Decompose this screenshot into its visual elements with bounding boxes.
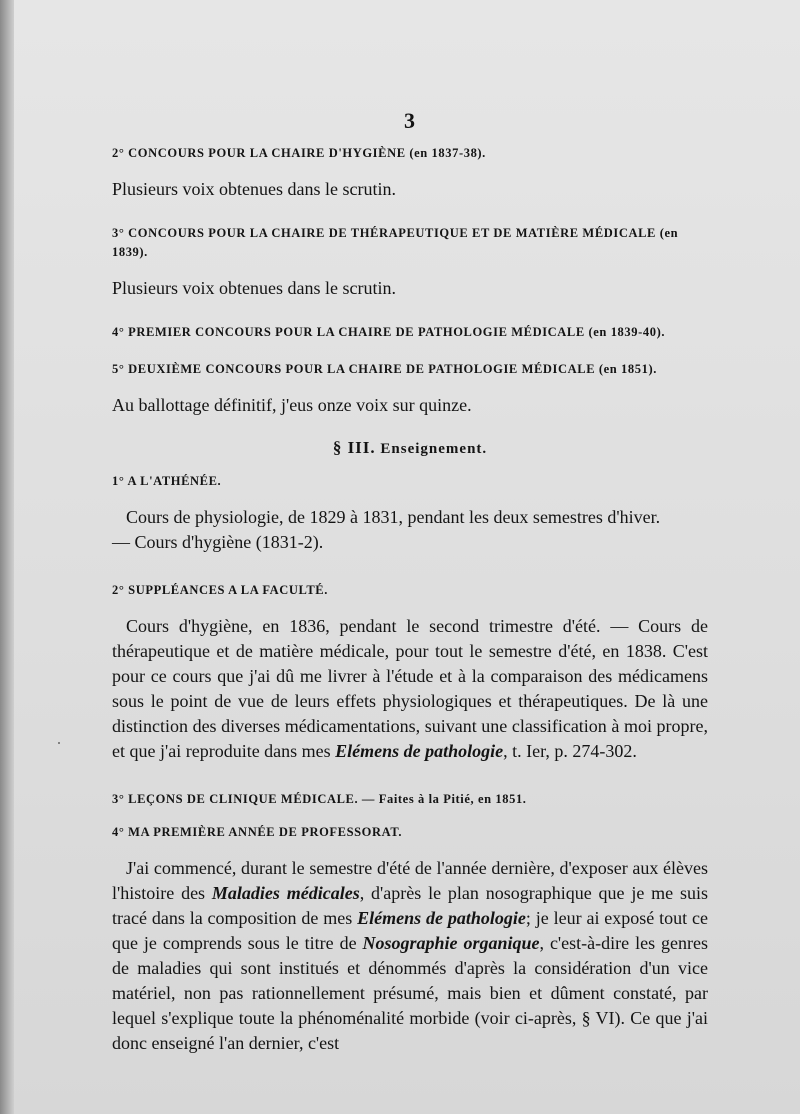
body-text: Cours de physiologie, de 1829 à 1831, pendant les deux semestres d'hiver. xyxy=(126,507,661,527)
subsection-heading-professorat: 4° MA PREMIÈRE ANNÉE DE PROFESSORAT. xyxy=(112,825,403,839)
subsection-heading-athenee: 1° A L'ATHÉNÉE. xyxy=(112,474,222,488)
italic-title: Maladies médicales xyxy=(211,883,360,903)
heading-concours-therapeutique: 3° CONCOURS POUR LA CHAIRE DE THÉRAPEUTIQUE ET DE MATIÈRE MÉDICALE (en 1839). xyxy=(112,226,679,259)
text-run: , t. Ier, p. 274-302. xyxy=(503,741,637,761)
text-run: , d'après le plan nosographique que je me suis tracé dans la composition de mes xyxy=(112,883,708,928)
body-text: Plusieurs voix obtenues dans le scrutin. xyxy=(112,179,396,199)
page-number: 3 xyxy=(404,108,416,133)
italic-title: Elémens de pathologie xyxy=(357,908,526,928)
speck xyxy=(58,742,60,744)
text-run: ; je leur ai exposé tout ce que je comprends sous le titre de xyxy=(112,908,709,953)
heading-premier-concours-pathologie: 4° PREMIER CONCOURS POUR LA CHAIRE DE PATHOLOGIE MÉDICALE (en 1839-40). xyxy=(112,325,666,339)
paragraph-suppleances xyxy=(112,614,708,764)
page-content xyxy=(112,108,708,1056)
binding-gutter xyxy=(0,0,14,1114)
section-symbol: § III. xyxy=(332,438,376,457)
italic-title: Elémens de pathologie xyxy=(335,741,504,761)
heading-concours-hygiene: 2° CONCOURS POUR LA CHAIRE D'HYGIÈNE (en 1837-38). xyxy=(112,146,486,160)
paragraph-professorat xyxy=(112,856,708,1056)
text-run: J'ai commencé, durant le semestre d'été de l'année dernière, d'exposer aux élèves l'histoire des xyxy=(112,858,708,903)
text-run: Cours d'hygiène, en 1836, pendant le second trimestre d'été. — Cours de thérapeutique et de matière médicale, pour tout le semestre d'été, en 1838. C'est pour ce cours que j'ai dû me livrer à l'étude et à la comparaison des médicamens sous le point de vue de leurs effets physiologiques et thérapeutiques. De là une distinction des diverses médicamentations, suivant une classification à moi propre, et que j'ai reproduite dans mes xyxy=(112,616,708,761)
body-text: Au ballottage définitif, j'eus onze voix sur quinze. xyxy=(112,395,472,415)
body-text: — Cours d'hygiène (1831-2). xyxy=(112,532,324,552)
text-run: , c'est-à-dire les genres de maladies qui sont institués et dénommés d'après la considération d'un vice matériel, non pas rationnellement présumé, mais bien et dûment constaté, par lequel s'explique toute la phénoménalité morbide (voir ci-après, § VI). Ce que j'ai donc enseigné l'an dernier, c'est xyxy=(112,933,708,1053)
heading-deuxieme-concours-pathologie: 5° DEUXIÈME CONCOURS POUR LA CHAIRE DE PATHOLOGIE MÉDICALE (en 1851). xyxy=(112,362,657,376)
section-title xyxy=(112,438,708,458)
subsection-heading-lecons: 3° LEÇONS DE CLINIQUE MÉDICALE. — Faites à la Pitié, en 1851. xyxy=(112,792,527,806)
subsection-heading-suppleances: 2° SUPPLÉANCES A LA FACULTÉ. xyxy=(112,583,328,597)
section-title-text: Enseignement. xyxy=(380,441,488,457)
body-text: Plusieurs voix obtenues dans le scrutin. xyxy=(112,278,396,298)
italic-title: Nosographie organique xyxy=(362,933,540,953)
